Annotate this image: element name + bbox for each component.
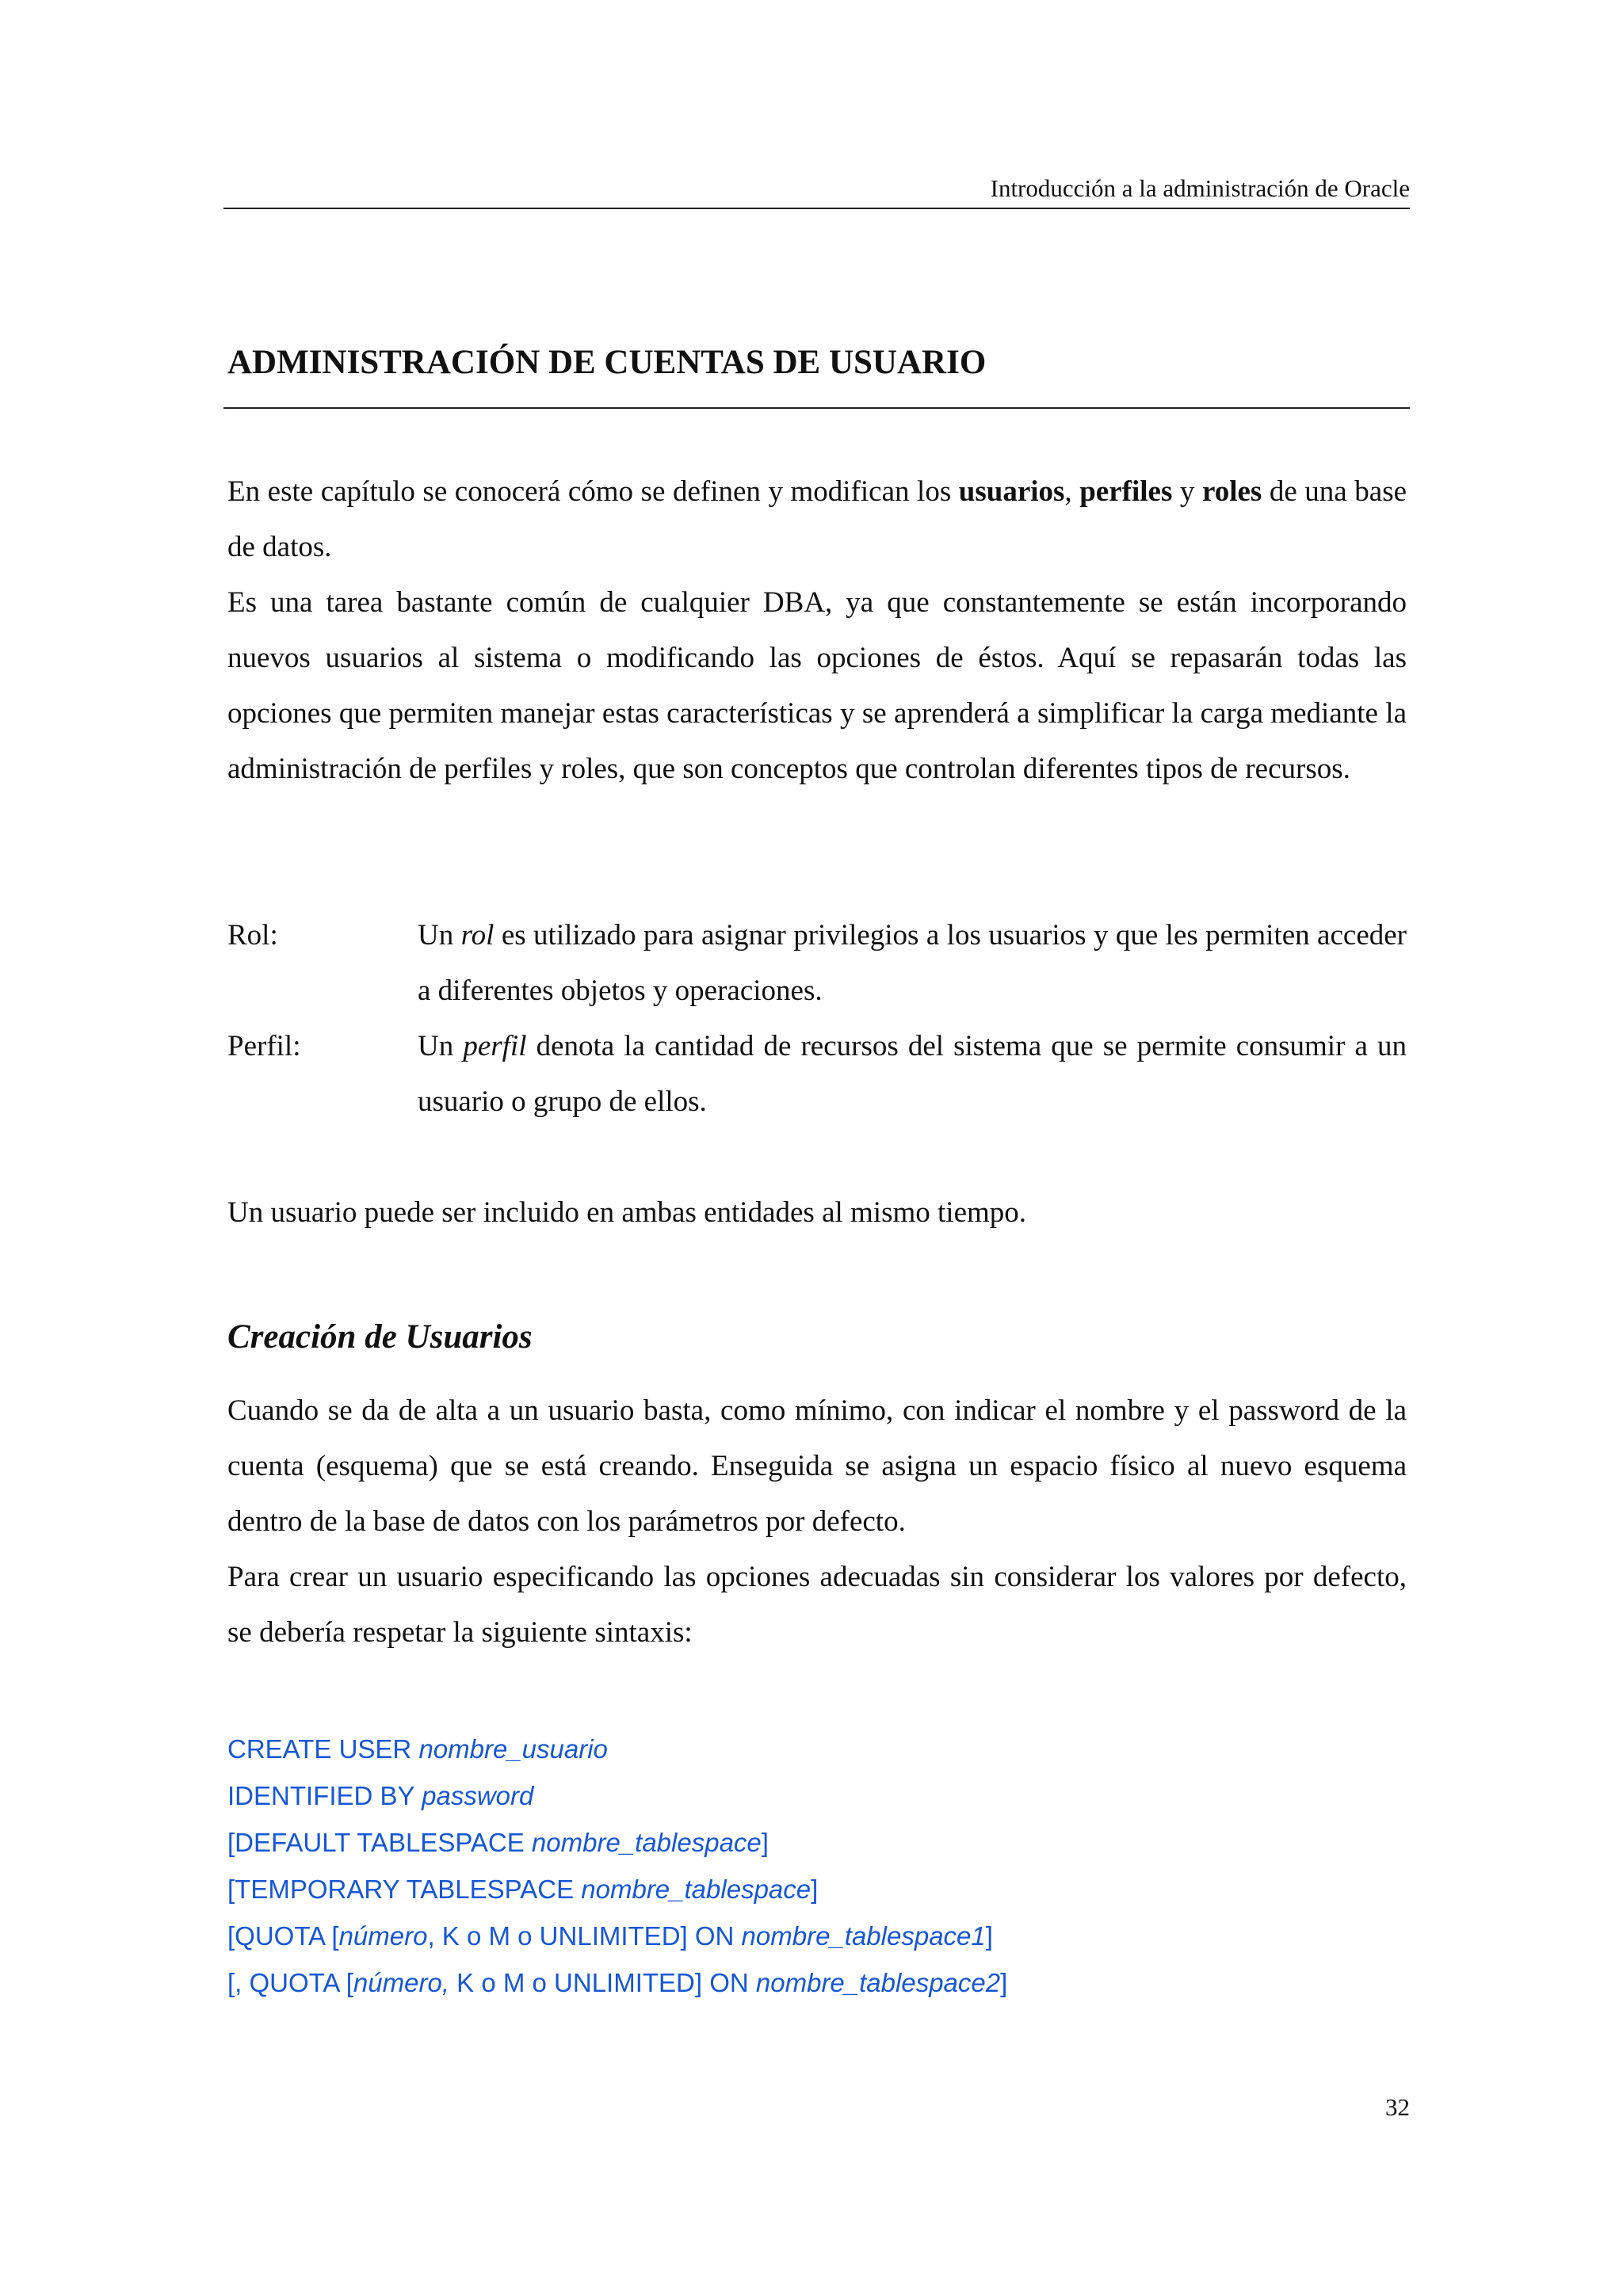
syntax-bracket: ] [761, 1828, 769, 1857]
syntax-bracket: ] [811, 1875, 819, 1904]
syntax-line-quota-1 [227, 1913, 1007, 1959]
definition-list [227, 908, 1407, 1130]
definition-item-perfil [227, 1019, 1407, 1130]
syntax-keyword: K o M o UNLIMITED] ON [449, 1968, 756, 1997]
syntax-placeholder: nombre_tablespace [531, 1828, 762, 1857]
running-header: Introducción a la administración de Oracle [990, 174, 1410, 202]
term-roles: roles [1201, 475, 1262, 508]
definition-text: Un [418, 919, 461, 952]
syntax-line-quota-2 [227, 1959, 1007, 2006]
definition-term: Perfil: [227, 1030, 301, 1062]
definition-term: Rol: [227, 919, 278, 952]
syntax-line-default-tablespace [227, 1819, 1007, 1866]
term-perfiles: perfiles [1079, 475, 1173, 508]
definition-emphasis: rol [460, 919, 495, 952]
title-divider [223, 407, 1410, 409]
syntax-placeholder: nombre_tablespace2 [755, 1968, 1001, 1997]
syntax-keyword: [DEFAULT TABLESPACE [227, 1828, 532, 1857]
intro-paragraph-2: Es una tarea bastante común de cualquier DBA, ya que constantemente se están incorporando nuevos usuarios al sistema o modificando las opciones de éstos. Aquí se repasarán todas las opciones que permiten manejar estas características y se aprenderá a simplificar la carga mediante la administración de perfiles y roles, que son conceptos que controlan diferentes tipos de recursos. [227, 586, 1407, 785]
summary-text: Un usuario puede ser incluido en ambas entidades al mismo tiempo. [227, 1196, 1027, 1229]
section-paragraph-2: Para crear un usuario especificando las opciones adecuadas sin considerar los valores por defecto, se debería respetar la siguiente sintaxis: [227, 1561, 1407, 1649]
syntax-placeholder: número, [353, 1968, 449, 1997]
definition-text: denota la cantidad de recursos del sistema que se permite consumir a un usuario o grupo de ellos. [418, 1030, 1407, 1118]
intro-text: y [1172, 475, 1202, 508]
syntax-keyword: , K o M o UNLIMITED] ON [427, 1921, 742, 1951]
syntax-placeholder: nombre_usuario [418, 1734, 608, 1764]
syntax-placeholder: número [338, 1921, 428, 1951]
intro-section [227, 464, 1407, 797]
syntax-keyword: CREATE USER [227, 1734, 419, 1764]
syntax-line-temporary-tablespace [227, 1866, 1007, 1913]
header-divider [223, 208, 1410, 209]
intro-text: , [1064, 475, 1080, 508]
intro-text: de una base de datos. [227, 475, 1407, 563]
chapter-title: ADMINISTRACIÓN DE CUENTAS DE USUARIO [227, 344, 987, 381]
syntax-bracket: ] [1000, 1968, 1008, 1997]
syntax-line-identified-by [227, 1772, 1007, 1819]
syntax-placeholder: nombre_tablespace [581, 1875, 812, 1904]
syntax-keyword: [QUOTA [ [227, 1921, 339, 1951]
page-number: 32 [1385, 2093, 1410, 2121]
section-title: Creación de Usuarios [227, 1318, 533, 1356]
term-usuarios: usuarios [958, 475, 1065, 508]
syntax-bracket: ] [985, 1921, 993, 1951]
summary-paragraph [227, 1185, 1407, 1241]
definition-item-rol [227, 908, 1407, 1019]
syntax-keyword: [TEMPORARY TABLESPACE [227, 1875, 582, 1904]
definition-emphasis: perfil [463, 1030, 527, 1062]
syntax-block [227, 1726, 1007, 2006]
syntax-keyword: IDENTIFIED BY [227, 1781, 422, 1810]
intro-text: En este capítulo se conocerá cómo se definen y modifican los [227, 475, 959, 508]
definition-description [418, 1019, 1407, 1130]
syntax-line-create-user [227, 1726, 1007, 1772]
definition-description [418, 908, 1407, 1019]
syntax-placeholder: nombre_tablespace1 [741, 1921, 986, 1951]
section-paragraph-1: Cuando se da de alta a un usuario basta, como mínimo, con indicar el nombre y el password de la cuenta (esquema) que se está creando. Enseguida se asigna un espacio físico al nuevo esquema dentro de la base de datos con los parámetros por defecto. [227, 1394, 1407, 1538]
intro-paragraph-1 [227, 464, 1407, 575]
syntax-keyword: [, QUOTA [ [227, 1968, 353, 1997]
definition-text: Un [418, 1030, 464, 1062]
section-body [227, 1383, 1407, 1661]
definition-text: es utilizado para asignar privilegios a los usuarios y que les permiten acceder a diferentes objetos y operaciones. [418, 919, 1407, 1007]
syntax-placeholder: password [422, 1781, 534, 1810]
